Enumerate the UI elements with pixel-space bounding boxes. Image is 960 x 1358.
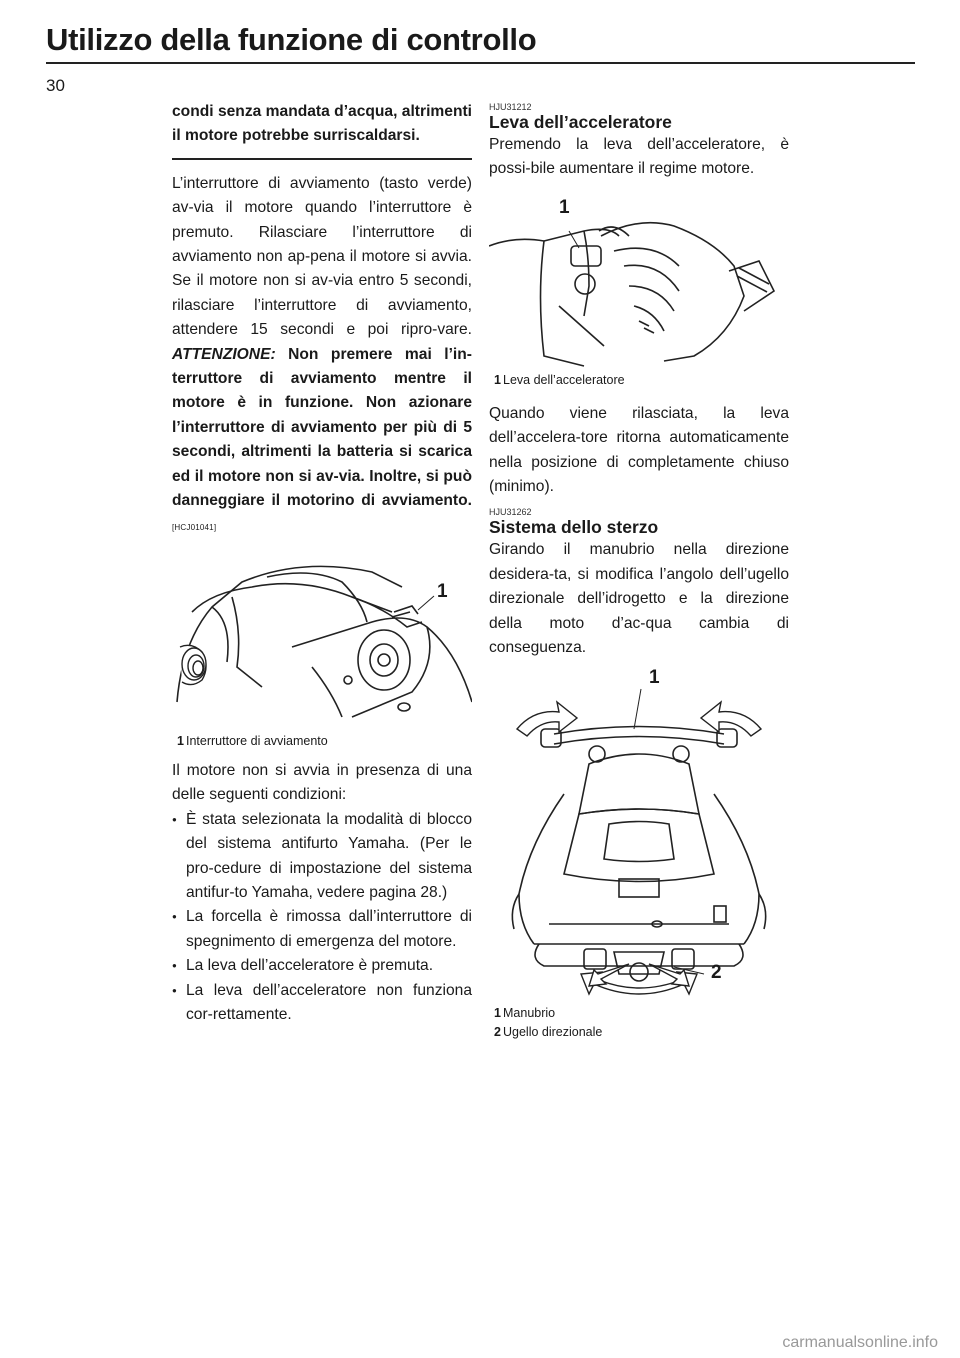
attention-text: Non premere mai l’in-terruttore di avviamento mentre il motore è in funzione. Non azionare l’interruttore di avviamento per più di 5 secondi, altrimenti la batteria si scarica ed il motore non si av-via. Inoltre, si può danneggiare il motorino di avviamento. bbox=[172, 345, 472, 510]
page-title: Utilizzo della funzione di controllo bbox=[46, 22, 537, 57]
fig1-caption-text: Interruttore di avviamento bbox=[186, 733, 328, 748]
notice-tail: condi senza mandata d’acqua, altrimenti il motore potrebbe surriscaldarsi. bbox=[172, 103, 472, 145]
fig3-callout-2: 2 bbox=[711, 962, 722, 984]
figure-throttle-lever bbox=[489, 196, 789, 371]
fig1-callout: 1 bbox=[437, 580, 448, 602]
start-switch-paragraph bbox=[172, 172, 472, 540]
list-item: ● La leva dell’acceleratore non funziona cor-rettamente. bbox=[172, 979, 472, 1028]
page-number: 30 bbox=[46, 76, 65, 95]
fig1-caption bbox=[172, 732, 472, 751]
left-column bbox=[172, 72, 472, 1027]
section-title-throttle: Leva dell’acceleratore bbox=[489, 112, 672, 132]
start-switch-text: L’interruttore di avviamento (tasto verde) av-via il motore quando l’interruttore è premuto. Rilasciare l’interruttore di avviamento non ap-pena il motore si avvia. Se il motore non si av-via entro 5 secondi, rilasciare l’interruttore di avviamento, attendere 15 secondi e poi ripro-vare. bbox=[172, 174, 472, 339]
figure-start-switch bbox=[172, 552, 472, 732]
notice-rule bbox=[172, 158, 472, 160]
list-item: ● La forcella è rimossa dall’interruttore di spegnimento di emergenza del motore. bbox=[172, 905, 472, 954]
fig2-caption-num: 1 bbox=[494, 372, 501, 387]
fig3-callout-1: 1 bbox=[649, 667, 660, 689]
watermark: carmanualsonline.info bbox=[782, 1334, 938, 1351]
fig3-caption-text: Ugello direzionale bbox=[503, 1025, 603, 1040]
throttle-paragraph: Premendo la leva dell’acceleratore, è possi-bile aumentare il regime motore. bbox=[489, 136, 789, 178]
fig3-caption-num: 1 bbox=[494, 1006, 501, 1021]
section-code-throttle: HJU31212 bbox=[489, 102, 532, 112]
header-rule bbox=[46, 62, 915, 64]
no-start-list bbox=[172, 808, 472, 1028]
no-start-paragraph: Il motore non si avvia in presenza di una delle seguenti condizioni: bbox=[172, 761, 472, 804]
fig3-caption-num: 2 bbox=[494, 1025, 501, 1040]
fig3-caption-2 bbox=[489, 1023, 789, 1042]
attention-code: [HCJ01041] bbox=[172, 522, 217, 532]
fig3-caption-1 bbox=[489, 1004, 789, 1023]
fig1-caption-num: 1 bbox=[177, 733, 184, 748]
steering-illustration bbox=[489, 674, 789, 1004]
right-column bbox=[489, 72, 789, 1042]
section-code-steering: HJU31262 bbox=[489, 507, 532, 518]
list-item: ● È stata selezionata la modalità di blocco del sistema antifurto Yamaha. (Per le pro-cedure di impostazione del sistema antifur-to Yamaha, vedere pagina 28.) bbox=[172, 808, 472, 906]
start-switch-illustration bbox=[172, 552, 472, 732]
fig2-callout: 1 bbox=[559, 196, 570, 218]
section-title-steering: Sistema dello sterzo bbox=[489, 517, 659, 538]
fig3-caption-text: Manubrio bbox=[503, 1006, 556, 1021]
figure-steering bbox=[489, 667, 789, 1004]
fig2-caption-text: Leva dell’acceleratore bbox=[503, 372, 625, 387]
throttle-lever-illustration bbox=[489, 196, 789, 371]
steering-paragraph: Girando il manubrio nella direzione desidera-ta, si modifica l’angolo dell’ugello direzionale dell’idrogetto e la direzione della moto d’ac-qua cambia di conseguenza. bbox=[489, 541, 789, 657]
attention-label: ATTENZIONE: bbox=[172, 345, 276, 363]
fig2-caption bbox=[489, 371, 789, 390]
throttle-release-paragraph: Quando viene rilasciata, la leva dell’accelera-tore ritorna automaticamente nella posizione di completamente chiuso (minimo). bbox=[489, 404, 789, 496]
list-item: ● La leva dell’acceleratore è premuta. bbox=[172, 954, 472, 978]
